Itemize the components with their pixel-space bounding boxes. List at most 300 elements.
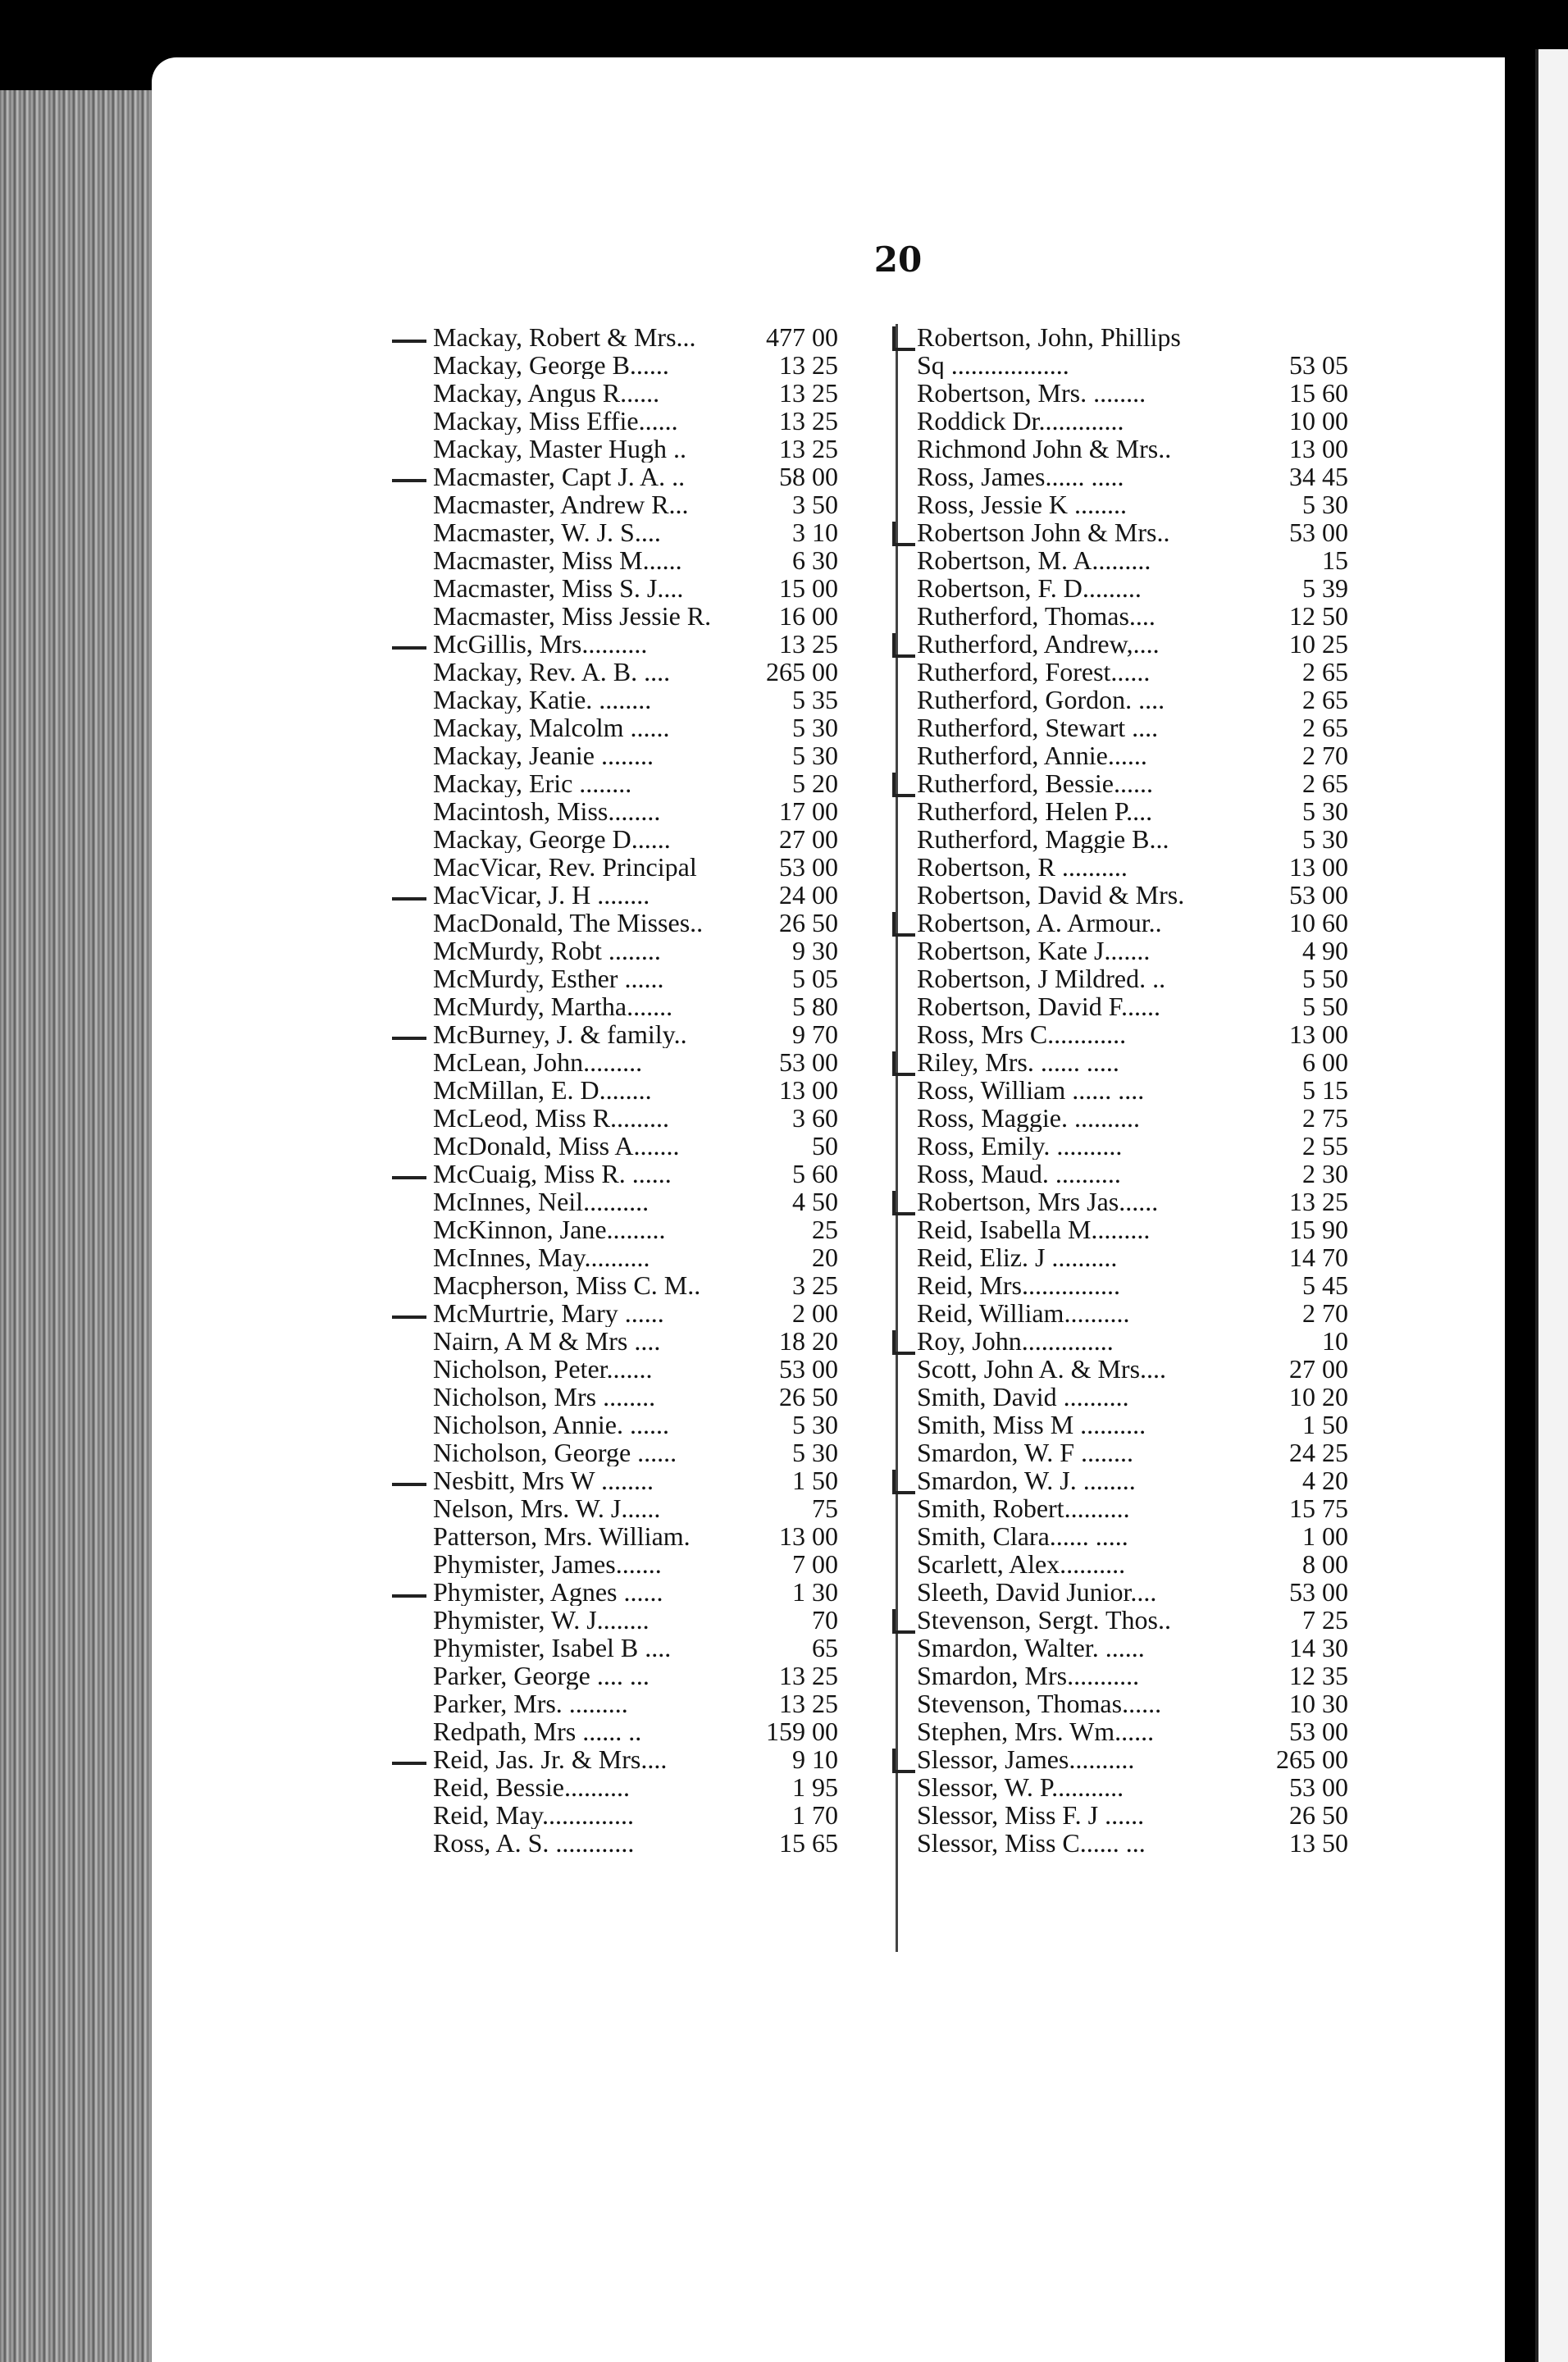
amount-dollars: 8 [1302,1549,1315,1579]
subscriber-name: Robertson, Kate J....... [917,937,1151,964]
subscriber-name: Scarlett, Alex.......... [917,1550,1126,1578]
subscriber-name: Rutherford, Helen P.... [917,797,1153,825]
margin-tick-mark [892,1609,915,1634]
subscriber-name: Slessor, Miss F. J ...... [917,1801,1145,1829]
subscriber-name: Nesbitt, Mrs W ........ [433,1466,654,1494]
subscriber-entry [910,1521,1348,1551]
subscriber-entry [426,992,836,1020]
amount-cents: 25 [1322,1438,1348,1467]
subscriber-name: Mackay, Angus R...... [433,379,660,407]
subscriber-name: Smith, Miss M .......... [917,1411,1146,1439]
subscriber-entry [426,574,836,602]
subscriber-entry [426,1439,836,1466]
amount-cents: 65 [812,1633,838,1662]
amount-dollars: 13 [779,1075,805,1105]
subscriber-name: Macmaster, Miss Jessie R. [433,602,712,630]
subscriber-entry [426,1188,836,1215]
amount-cents: 00 [1322,1521,1348,1551]
subscriber-name: Ross, Mrs C............ [917,1020,1127,1048]
subscriber-entry [426,379,836,407]
amount-cents: 50 [812,1131,838,1160]
amount-cents: 15 [1322,545,1348,575]
subscriber-name: Sq .................. [917,351,1069,379]
amount-dollars: 53 [779,852,805,882]
subscriber-entry [426,1801,836,1829]
subscriber-name: Mackay, Rev. A. B. .... [433,658,671,686]
subscriber-entry [910,1019,1348,1049]
subscriber-name: McInnes, May.......... [433,1243,650,1271]
subscriber-name: Robertson, David F...... [917,992,1160,1020]
amount-cents: 00 [1322,1549,1348,1579]
amount-cents: 50 [1322,964,1348,993]
amount-cents: 25 [812,1689,838,1718]
subscriber-name: Slessor, Miss C...... ... [917,1829,1146,1857]
amount-cents: 75 [1322,1103,1348,1133]
amount-cents: 00 [1322,1744,1348,1774]
amount-cents: 00 [812,1717,838,1746]
subscriber-name: Robertson, J Mildred. .. [917,964,1166,992]
amount-dollars: 6 [1302,1047,1315,1077]
amount-dollars: 16 [779,601,805,631]
subscriber-entry [426,769,836,797]
margin-tick-mark [892,1051,915,1076]
amount-cents: 30 [812,545,838,575]
subscriber-name: Mackay, Jeanie ........ [433,741,654,769]
amount-cents: 30 [812,713,838,742]
amount-cents: 00 [812,1047,838,1077]
subscriber-entry [910,1382,1348,1411]
amount-dollars: 477 [766,322,805,352]
amount-cents: 00 [812,852,838,882]
subscriber-entry [426,853,836,881]
amount-dollars: 2 [1302,685,1315,714]
amount-dollars: 13 [779,1661,805,1690]
subscriber-entry [426,1717,836,1745]
subscriber-entry [910,490,1348,519]
amount-dollars: 1 [792,1800,805,1830]
subscriber-name: Reid, Isabella M......... [917,1215,1151,1243]
amount-cents: 00 [812,1549,838,1579]
amount-cents: 50 [1322,1800,1348,1830]
amount-cents: 20 [1322,1466,1348,1495]
amount-cents: 20 [812,768,838,798]
subscriber-entry [910,1438,1348,1467]
amount-cents: 30 [1322,824,1348,854]
subscriber-name: Mackay, Eric ........ [433,769,632,797]
subscriber-entry [426,1299,836,1327]
amount-cents: 95 [812,1772,838,1802]
amount-cents: 00 [812,824,838,854]
subscriber-entry [910,1298,1348,1328]
subscriber-name: Robertson, M. A......... [917,546,1151,574]
amount-cents: 25 [812,406,838,435]
subscriber-name: McLeod, Miss R......... [433,1104,669,1132]
amount-cents: 00 [1322,1577,1348,1607]
amount-cents: 50 [812,1466,838,1495]
amount-dollars: 9 [792,936,805,965]
amount-cents: 50 [1322,1828,1348,1858]
amount-cents: 70 [812,1019,838,1049]
subscriber-name: Rutherford, Maggie B... [917,825,1169,853]
subscriber-entry [426,490,836,518]
amount-cents: 10 [812,518,838,547]
amount-dollars: 13 [779,434,805,463]
margin-tick-mark [392,1316,426,1319]
subscriber-entry [426,909,836,937]
subscriber-entry [910,741,1348,770]
subscriber-entry [426,1104,836,1132]
amount-dollars: 15 [1289,378,1315,408]
subscriber-entry [910,462,1348,491]
subscriber-name: Robertson John & Mrs.. [917,518,1170,546]
subscriber-entry [426,1355,836,1383]
subscriber-name: Ross, Maud. .......... [917,1160,1121,1188]
subscriber-name: McLean, John......... [433,1048,643,1076]
subscriber-entry [910,1717,1348,1746]
subscriber-entry [426,1662,836,1689]
subscriber-entry [426,1689,836,1717]
amount-cents: 00 [812,1354,838,1384]
subscriber-entry [910,936,1348,965]
amount-dollars: 1 [1302,1410,1315,1439]
subscriber-list-right [910,323,1348,1858]
amount-dollars: 53 [1289,518,1315,547]
amount-dollars: 26 [779,908,805,937]
subscriber-entry [910,1605,1348,1635]
subscriber-name: Rutherford, Gordon. .... [917,686,1165,714]
margin-tick-mark [892,1330,915,1355]
subscriber-name: Stevenson, Sergt. Thos.. [917,1606,1171,1634]
amount-cents: 00 [1322,1772,1348,1802]
amount-dollars: 34 [1289,462,1315,491]
subscriber-entry [910,1270,1348,1300]
subscriber-name: Smith, Clara...... ..... [917,1522,1128,1550]
amount-dollars: 18 [779,1326,805,1356]
amount-cents: 00 [1322,852,1348,882]
subscriber-entry [426,1411,836,1439]
subscriber-entry [910,406,1348,435]
subscriber-name: Mackay, George B...... [433,351,669,379]
amount-dollars: 27 [1289,1354,1315,1384]
margin-tick-mark [892,773,915,797]
amount-dollars: 9 [792,1019,805,1049]
subscriber-name: Mackay, Malcolm ...... [433,714,670,741]
amount-dollars: 12 [1289,601,1315,631]
amount-dollars: 2 [1302,657,1315,686]
subscriber-name: Macmaster, Miss S. J.... [433,574,684,602]
subscriber-name: Mackay, Master Hugh .. [433,435,686,463]
amount-dollars: 5 [792,1159,805,1188]
subscriber-name: Reid, William.......... [917,1299,1130,1327]
amount-dollars: 53 [1289,880,1315,910]
margin-tick-mark [392,1037,426,1040]
amount-dollars: 58 [779,462,805,491]
subscriber-entry [426,1466,836,1494]
amount-dollars: 1 [792,1772,805,1802]
amount-dollars: 7 [792,1549,805,1579]
subscriber-entry [426,1243,836,1271]
subscriber-entry [910,1661,1348,1690]
amount-cents: 70 [812,1800,838,1830]
amount-cents: 00 [1322,518,1348,547]
subscriber-name: Richmond John & Mrs.. [917,435,1172,463]
subscriber-name: MacDonald, The Misses.. [433,909,704,937]
amount-cents: 60 [812,1159,838,1188]
subscriber-entry [426,714,836,741]
amount-cents: 30 [812,741,838,770]
subscriber-name: McMurdy, Esther ...... [433,964,664,992]
subscriber-entry [910,1549,1348,1579]
amount-dollars: 13 [779,629,805,659]
subscriber-entry [426,658,836,686]
subscriber-name: Reid, Bessie.......... [433,1773,630,1801]
amount-cents: 20 [1322,1382,1348,1411]
amount-cents: 70 [1322,1298,1348,1328]
subscriber-entry [910,1354,1348,1384]
subscriber-name: Mackay, Katie. ........ [433,686,652,714]
subscriber-entry [426,1578,836,1606]
subscriber-name: Robertson, Mrs. ........ [917,379,1146,407]
amount-cents: 90 [1322,1215,1348,1244]
subscriber-entry [426,1829,836,1857]
amount-dollars: 2 [1302,713,1315,742]
margin-tick-mark [392,1483,426,1486]
margin-tick-mark [892,326,915,351]
amount-cents: 30 [1322,1689,1348,1718]
subscriber-name: Reid, Mrs............... [917,1271,1120,1299]
amount-cents: 25 [1322,1187,1348,1216]
subscriber-name: Reid, Jas. Jr. & Mrs.... [433,1745,668,1773]
amount-dollars: 5 [1302,1075,1315,1105]
amount-dollars: 13 [779,350,805,380]
subscriber-entry [426,881,836,909]
amount-cents: 25 [812,1661,838,1690]
amount-dollars: 2 [1302,741,1315,770]
subscriber-name: Reid, May.............. [433,1801,635,1829]
amount-dollars: 7 [1302,1605,1315,1635]
amount-dollars: 2 [1302,1131,1315,1160]
amount-dollars: 10 [1289,629,1315,659]
amount-dollars: 10 [1289,908,1315,937]
amount-dollars: 53 [1289,1577,1315,1607]
amount-dollars: 3 [792,518,805,547]
subscriber-entry [426,1383,836,1411]
amount-cents: 00 [812,880,838,910]
subscriber-entry [426,1271,836,1299]
amount-cents: 65 [1322,713,1348,742]
amount-dollars: 53 [1289,1772,1315,1802]
subscriber-entry [426,602,836,630]
subscriber-name: Robertson, F. D......... [917,574,1142,602]
amount-dollars: 2 [792,1298,805,1328]
subscriber-entry [910,880,1348,910]
subscriber-name: MacVicar, J. H ........ [433,881,650,909]
amount-cents: 00 [1322,1717,1348,1746]
amount-cents: 00 [1322,434,1348,463]
amount-dollars: 5 [792,992,805,1021]
subscriber-entry [910,573,1348,603]
amount-cents: 20 [812,1243,838,1272]
subscriber-entry [910,1103,1348,1133]
subscriber-entry [426,964,836,992]
amount-cents: 35 [812,685,838,714]
subscriber-entry [426,1745,836,1773]
subscriber-name: McMurdy, Robt ........ [433,937,661,964]
amount-cents: 45 [1322,1270,1348,1300]
amount-cents: 05 [812,964,838,993]
subscriber-entry [426,1020,836,1048]
subscriber-name: McMurtrie, Mary ...... [433,1299,664,1327]
subscriber-name: McInnes, Neil.......... [433,1188,650,1215]
subscriber-name: McKinnon, Jane......... [433,1215,666,1243]
subscriber-name: Nicholson, Mrs ........ [433,1383,656,1411]
subscriber-name: Stephen, Mrs. Wm...... [917,1717,1155,1745]
margin-tick-mark [392,1594,426,1598]
amount-dollars: 265 [766,657,805,686]
subscriber-entry [910,768,1348,798]
subscriber-entry [910,545,1348,575]
subscriber-name: Roy, John.............. [917,1327,1114,1355]
margin-tick-mark [892,912,915,937]
subscriber-name: Scott, John A. & Mrs.... [917,1355,1167,1383]
subscriber-name: Rutherford, Thomas.... [917,602,1155,630]
amount-cents: 70 [1322,1243,1348,1272]
subscriber-entry [910,1800,1348,1830]
subscriber-list-left [426,323,836,1857]
subscriber-entry [910,1772,1348,1802]
subscriber-name: McCuaig, Miss R. ...... [433,1160,672,1188]
subscriber-entry [426,797,836,825]
subscriber-name: Robertson, David & Mrs. [917,881,1185,909]
subscriber-entry [426,630,836,658]
subscriber-name: Phymister, W. J........ [433,1606,650,1634]
amount-dollars: 10 [1289,406,1315,435]
subscriber-entry [426,741,836,769]
subscriber-name: Reid, Eliz. J .......... [917,1243,1118,1271]
amount-dollars: 5 [792,964,805,993]
amount-cents: 25 [1322,1605,1348,1635]
amount-dollars: 4 [792,1187,805,1216]
amount-dollars: 14 [1289,1243,1315,1272]
subscriber-name: Nicholson, George ...... [433,1439,677,1466]
amount-dollars: 13 [1289,1828,1315,1858]
amount-cents: 30 [812,1410,838,1439]
subscriber-entry [910,1159,1348,1188]
subscriber-name: Ross, Emily. .......... [917,1132,1123,1160]
margin-tick-mark [892,633,915,658]
subscriber-entry [910,323,1329,351]
amount-dollars: 13 [779,1521,805,1551]
amount-cents: 25 [1322,629,1348,659]
amount-dollars: 5 [1302,964,1315,993]
amount-cents: 30 [1322,1159,1348,1188]
margin-tick-mark [392,1176,426,1179]
amount-dollars: 3 [792,490,805,519]
amount-dollars: 15 [779,1828,805,1858]
amount-cents: 05 [1322,350,1348,380]
margin-tick-mark [392,479,426,482]
subscriber-entry [426,1550,836,1578]
subscriber-entry [910,1466,1348,1495]
amount-cents: 25 [812,629,838,659]
subscriber-entry [910,992,1348,1021]
subscriber-entry [426,1773,836,1801]
subscriber-entry [426,1494,836,1522]
subscriber-name: Macmaster, Miss M...... [433,546,682,574]
amount-cents: 00 [812,1521,838,1551]
subscriber-entry [910,1744,1348,1774]
amount-dollars: 4 [1302,1466,1315,1495]
amount-dollars: 9 [792,1744,805,1774]
amount-dollars: 5 [792,741,805,770]
amount-dollars: 26 [779,1382,805,1411]
amount-dollars: 5 [1302,490,1315,519]
subscriber-entry [910,629,1348,659]
subscriber-name: Mackay, George D...... [433,825,671,853]
subscriber-name: Robertson, John, Phillips [917,323,1181,351]
amount-dollars: 13 [1289,852,1315,882]
amount-dollars: 2 [1302,768,1315,798]
amount-cents: 30 [1322,1633,1348,1662]
amount-cents: 00 [1322,406,1348,435]
amount-dollars: 14 [1289,1633,1315,1662]
amount-cents: 50 [812,490,838,519]
amount-cents: 20 [812,1326,838,1356]
subscriber-name: McMillan, E. D........ [433,1076,652,1104]
amount-dollars: 1 [1302,1521,1315,1551]
subscriber-entry [426,351,836,379]
subscriber-entry [910,1493,1348,1523]
subscriber-name: Patterson, Mrs. William. [433,1522,691,1550]
margin-tick-mark [392,1762,426,1765]
amount-dollars: 1 [792,1577,805,1607]
amount-dollars: 5 [792,1438,805,1467]
amount-cents: 30 [812,936,838,965]
amount-cents: 30 [1322,796,1348,826]
amount-dollars: 5 [1302,992,1315,1021]
amount-cents: 75 [1322,1493,1348,1523]
amount-dollars: 13 [1289,1019,1315,1049]
subscriber-entry [910,350,1348,380]
amount-dollars: 5 [1302,796,1315,826]
amount-dollars: 24 [779,880,805,910]
subscriber-entry [910,1689,1348,1718]
subscriber-name: Smardon, Walter. ...... [917,1634,1145,1662]
subscriber-name: Nelson, Mrs. W. J...... [433,1494,661,1522]
subscriber-entry [910,1410,1348,1439]
amount-dollars: 53 [779,1354,805,1384]
subscriber-entry [910,1187,1348,1216]
amount-cents: 60 [1322,378,1348,408]
subscriber-name: Parker, Mrs. ......... [433,1689,628,1717]
subscriber-entry [910,1828,1348,1858]
amount-cents: 00 [812,573,838,603]
subscriber-entry [910,824,1348,854]
amount-cents: 75 [812,1493,838,1523]
amount-cents: 65 [1322,657,1348,686]
amount-cents: 10 [1322,1326,1348,1356]
amount-cents: 25 [812,1270,838,1300]
subscriber-name: Smith, David .......... [917,1383,1129,1411]
amount-cents: 00 [812,322,838,352]
amount-cents: 60 [812,1103,838,1133]
amount-dollars: 6 [792,545,805,575]
amount-dollars: 10 [1289,1382,1315,1411]
amount-dollars: 27 [779,824,805,854]
amount-cents: 00 [812,601,838,631]
amount-cents: 50 [1322,601,1348,631]
amount-cents: 25 [812,1215,838,1244]
